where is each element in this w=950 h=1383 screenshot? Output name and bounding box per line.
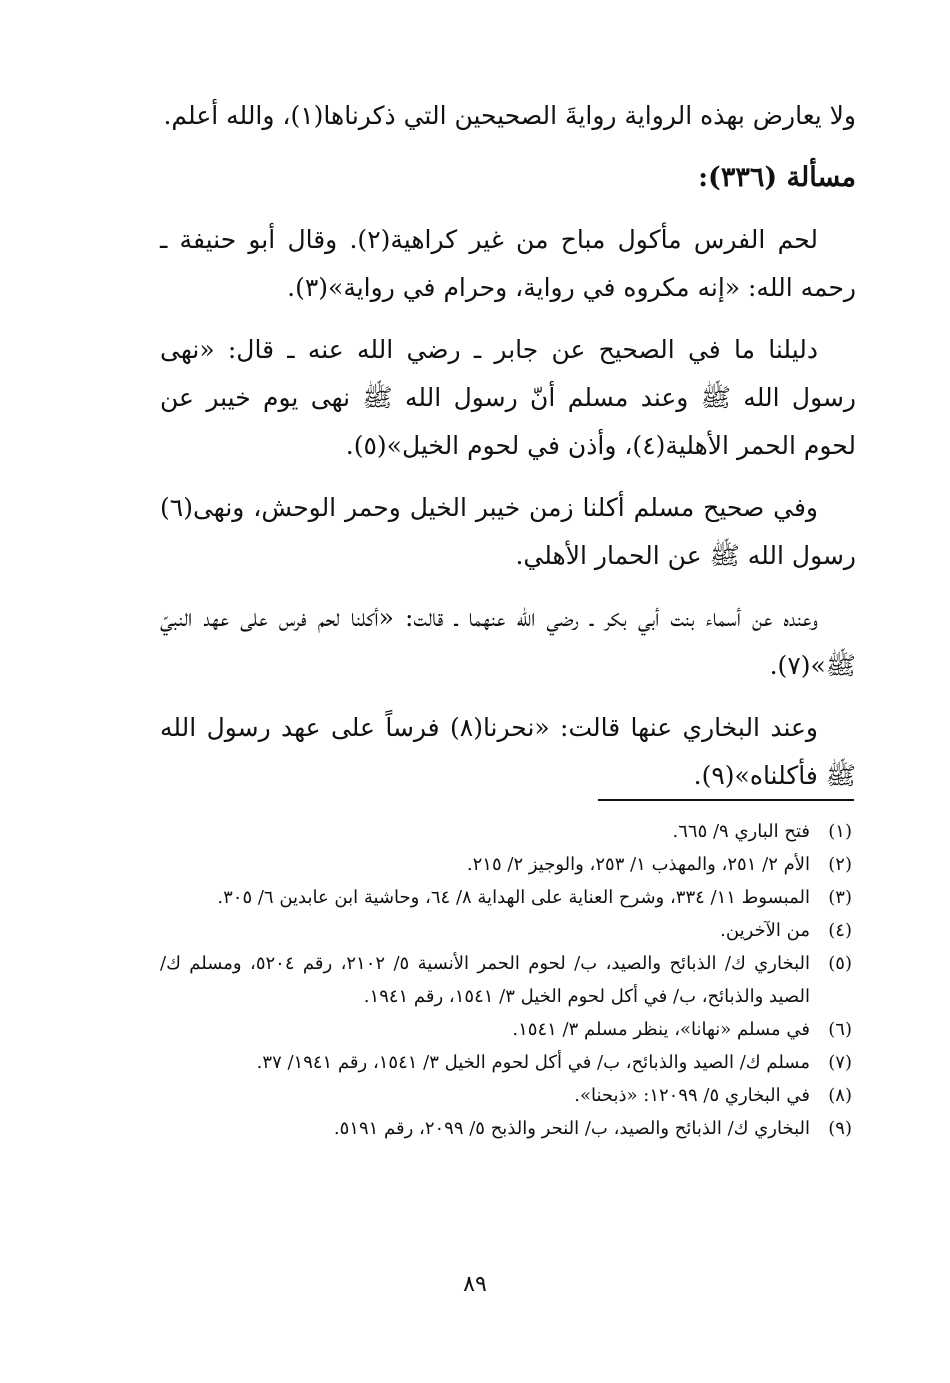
footnote <box>160 848 852 881</box>
footnote <box>160 881 852 914</box>
footnote <box>160 1013 852 1046</box>
footnote <box>160 1046 852 1079</box>
footnote-text: من الآخرين. <box>720 920 810 941</box>
paragraph-3: دليلنا ما في الصحيح عن جابر ـ رضي الله عنه ـ قال: «نهى رسول الله ﷺ وعند مسلم أنّ رسول الله ﷺ نهى يوم خيبر عن لحوم الحمر الأهلية(٤)، وأذن في لحوم الخيل»(٥). <box>160 335 856 460</box>
footnote-text: الأم ٢/ ٢٥١، والمهذب ١/ ٢٥٣، والوجيز ٢/ ٢١٥. <box>466 854 810 875</box>
footnote-text: البخاري ك/ الذبائح والصيد، ب/ النحر والذبح ٥/ ٢٠٩٩، رقم ٥١٩١. <box>333 1118 810 1139</box>
paragraph-2: لحم الفرس مأكول مباح من غير كراهية(٢). وقال أبو حنيفة ـ رحمه الله: «إنه مكروه في رواية، وحرام في رواية»(٣). <box>160 225 856 302</box>
footnote <box>160 914 852 947</box>
footnote-text: البخاري ك/ الذبائح والصيد، ب/ لحوم الحمر الأنسية ٥/ ٢١٠٢، رقم ٥٢٠٤، ومسلم ك/ الصيد والذبائح، ب/ في أكل لحوم الخيل ٣/ ١٥٤١، رقم ١٩٤١. <box>160 953 810 1007</box>
footnote-number: (٩) <box>828 1118 852 1139</box>
footnote <box>160 815 852 848</box>
footnote-number: (٤) <box>828 920 852 941</box>
paragraph-1: ولا يعارض بهذه الرواية روايةَ الصحيحين التي ذكرناها(١)، والله أعلم. <box>163 101 856 130</box>
footnote-number: (١) <box>828 821 852 842</box>
paragraph-5: وعنده عن أسماء بنت أبي بكر ـ رضي الله عنهما ـ قالت: «أكلنا لحم فرس على عهد النبيّ ﷺ»(٧). <box>160 603 856 680</box>
footnote-text: مسلم ك/ الصيد والذبائح، ب/ في أكل لحوم الخيل ٣/ ١٥٤١، رقم ١٩٤١/ ٣٧. <box>256 1052 810 1073</box>
footnote-text: المبسوط ١١/ ٣٣٤، وشرح العناية على الهداية ٨/ ٦٤، وحاشية ابن عابدين ٦/ ٣٠٥. <box>217 887 810 908</box>
footnote-number: (٢) <box>828 854 852 875</box>
footnote-text: في البخاري ٥/ ١٢٠٩٩: «ذبحنا». <box>574 1085 810 1106</box>
issue-heading: مسألة (٣٣٦): <box>698 162 856 193</box>
main-text <box>160 92 856 814</box>
footnote-number: (٨) <box>828 1085 852 1106</box>
footnote-number: (٥) <box>828 953 852 974</box>
paragraph-6: وعند البخاري عنها قالت: «نحرنا(٨) فرساً على عهد رسول الله ﷺ فأكلناه»(٩). <box>160 713 856 790</box>
footnote <box>160 947 852 1013</box>
footnote-number: (٦) <box>828 1019 852 1040</box>
footnote <box>160 1112 852 1145</box>
footnote-number: (٣) <box>828 887 852 908</box>
footnotes <box>160 815 852 1145</box>
footnote-number: (٧) <box>828 1052 852 1073</box>
page-number: ٨٩ <box>463 1272 487 1297</box>
footnote-text: في مسلم «نهانا»، ينظر مسلم ٣/ ١٥٤١. <box>512 1019 810 1040</box>
footnote <box>160 1079 852 1112</box>
footnote-text: فتح الباري ٩/ ٦٦٥. <box>672 821 810 842</box>
paragraph-4: وفي صحيح مسلم أكلنا زمن خيبر الخيل وحمر الوحش، ونهى(٦) رسول الله ﷺ عن الحمار الأهلي. <box>160 493 856 570</box>
footnote-separator <box>598 799 854 801</box>
